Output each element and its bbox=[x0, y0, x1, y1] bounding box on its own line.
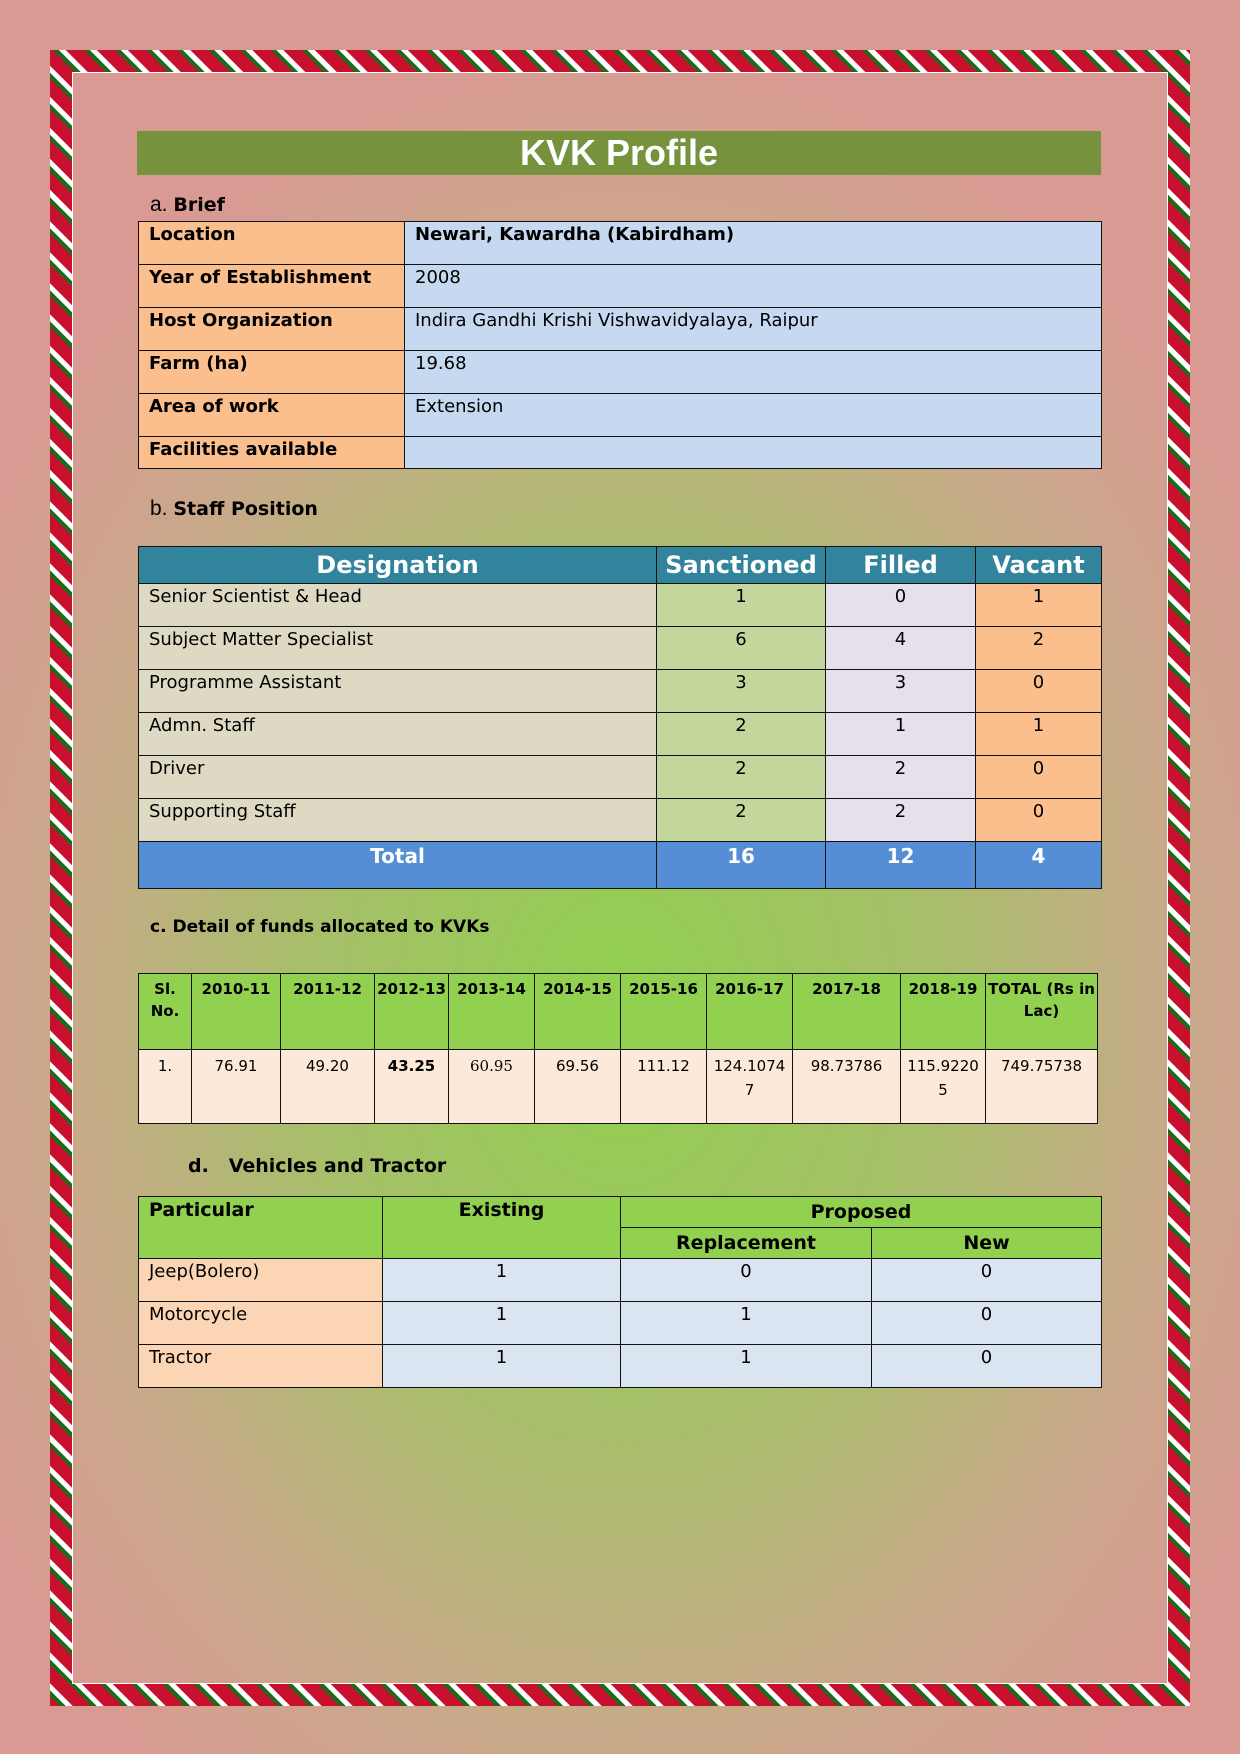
vehicles-heading: d. Vehicles and Tractor bbox=[188, 1155, 447, 1177]
table-row: Host Organization Indira Gandhi Krishi Vishwavidyalaya, Raipur bbox=[139, 308, 1102, 351]
table-row: Motorcycle 1 1 0 bbox=[139, 1302, 1102, 1345]
table-header-row: Replacement New bbox=[139, 1228, 1102, 1259]
table-row: Area of work Extension bbox=[139, 394, 1102, 437]
table-row: Tractor 1 1 0 bbox=[139, 1345, 1102, 1388]
table-header-row: Sl. No. 2010-11 2011-12 2012-13 2013-14 2014-15 2015-16 2016-17 2017-18 2018-19 TOTAL (Rs in Lac) bbox=[139, 974, 1098, 1050]
table-header-row: Particular Existing Proposed bbox=[139, 1197, 1102, 1228]
vehicles-table bbox=[138, 1196, 1102, 1388]
total-row: Total 16 12 4 bbox=[139, 842, 1102, 889]
table-row: Jeep(Bolero) 1 0 0 bbox=[139, 1259, 1102, 1302]
table-row: Facilities available bbox=[139, 437, 1102, 469]
table-row: Location Newari, Kawardha (Kabirdham) bbox=[139, 222, 1102, 265]
table-row: Farm (ha) 19.68 bbox=[139, 351, 1102, 394]
staff-table bbox=[138, 546, 1102, 889]
table-row: Year of Establishment 2008 bbox=[139, 265, 1102, 308]
table-row: Programme Assistant 3 3 0 bbox=[139, 670, 1102, 713]
brief-table bbox=[138, 221, 1102, 469]
table-row: Driver 2 2 0 bbox=[139, 756, 1102, 799]
brief-heading: a. Brief bbox=[150, 193, 225, 216]
funds-heading: c. Detail of funds allocated to KVKs bbox=[150, 917, 490, 937]
funds-table bbox=[138, 973, 1098, 1124]
staff-heading: b. Staff Position bbox=[150, 497, 318, 520]
table-row: 1. 76.91 49.20 43.25 60.95 69.56 111.12 124.10747 98.73786 115.92205 749.75738 bbox=[139, 1050, 1098, 1124]
table-row: Supporting Staff 2 2 0 bbox=[139, 799, 1102, 842]
table-row: Admn. Staff 2 1 1 bbox=[139, 713, 1102, 756]
page-title: KVK Profile bbox=[137, 131, 1101, 175]
table-row: Subject Matter Specialist 6 4 2 bbox=[139, 627, 1102, 670]
table-row: Senior Scientist & Head 1 0 1 bbox=[139, 584, 1102, 627]
table-header-row: Designation Sanctioned Filled Vacant bbox=[139, 547, 1102, 584]
